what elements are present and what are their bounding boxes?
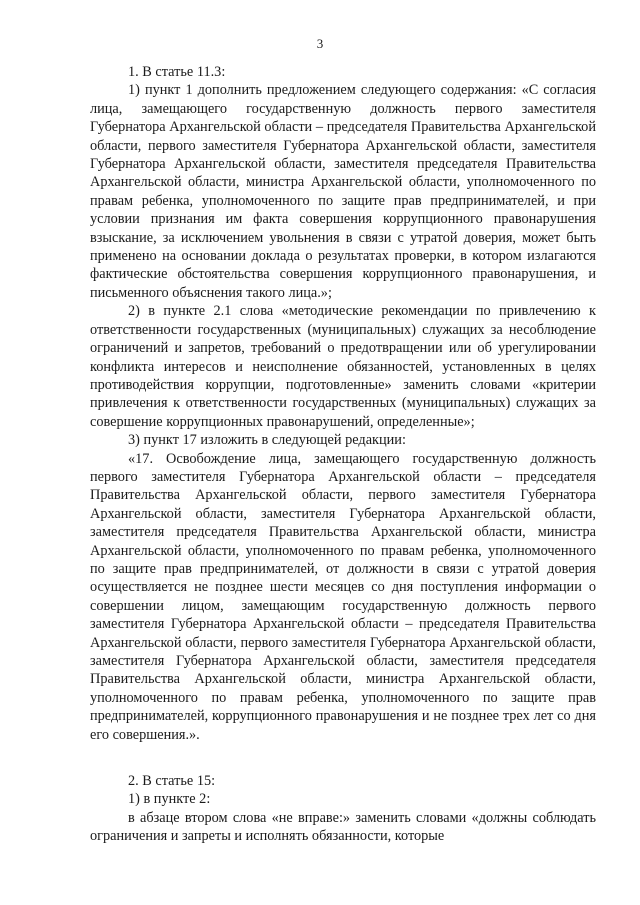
paragraph-item-1: 1) пункт 1 дополнить предложением следующего содержания: «С согласия лица, замещающего государственную должность первого заместителя Губернатора Архангельской области – председателя Правительства Архангельской области, первого заместителя Губернатора Архангельской области, заместителя Губернатора Архангельской области, заместителя председателя Правительства Архангельской области, министра Архангельской области, уполномоченного по правам ребенка, уполномоченного по защите прав предпринимателей, и при условии признания им факта совершения коррупционного правонарушения взыскание, за исключением увольнения в связи с утратой доверия, может быть применено на основании доклада о результатах проверки, в котором излагаются фактические обстоятельства совершения коррупционного правонарушения, и письменного объяснения такого лица.»; <box>90 82 596 301</box>
paragraph-article-15-heading: 2. В статье 15: <box>128 773 216 790</box>
paragraph-article-11-3-heading: 1. В статье 11.3: <box>128 64 226 80</box>
page-number: 3 <box>316 36 324 51</box>
paragraph-point-2: 1) в пункте 2: <box>128 791 211 808</box>
document-body <box>90 63 596 846</box>
paragraph-item-3: 3) пункт 17 изложить в следующей редакции: <box>128 432 406 449</box>
paragraph-spacer <box>90 744 596 772</box>
paragraph-item-2: 2) в пункте 2.1 слова «методические рекомендации по привлечению к ответственности государственных (муниципальных) служащих за несоблюдение ограничений и запретов, требований о предотвращении или об урегулировании конфликта интересов и неисполнение обязанностей, установленных в целях противодействия коррупции, подготовленные» заменить словами «критерии привлечения к ответственности государственных (муниципальных) служащих за совершение коррупционных правонарушений, определенные»; <box>90 303 596 430</box>
paragraph-abzac-2: в абзаце втором слова «не вправе:» заменить словами «должны соблюдать ограничения и запреты и исполнять обязанности, которые <box>90 809 596 845</box>
paragraph-item-17-text: «17. Освобождение лица, замещающего государственную должность первого заместителя Губернатора Архангельской области – председателя Правительства Архангельской области, первого заместителя Губернатора Архангельской области, заместителя Губернатора Архангельской области, заместителя председателя Правительства Архангельской области, министра Архангельской области, уполномоченного по правам ребенка, уполномоченного по защите прав предпринимателей, от должности в связи с утратой доверия осуществляется не позднее шести месяцев со дня поступления информации о совершении лицом, замещающим государственную должность первого заместителя Губернатора Архангельской области – председателя Правительства Архангельской области, первого заместителя Губернатора Архангельской области, заместителя Губернатора Архангельской области, заместителя председателя Правительства Архангельской области, министра Архангельской области, уполномоченного по правам ребенка, уполномоченного по защите прав предпринимателей, коррупционного правонарушения и не позднее трех лет со дня его совершения.». <box>90 450 596 743</box>
